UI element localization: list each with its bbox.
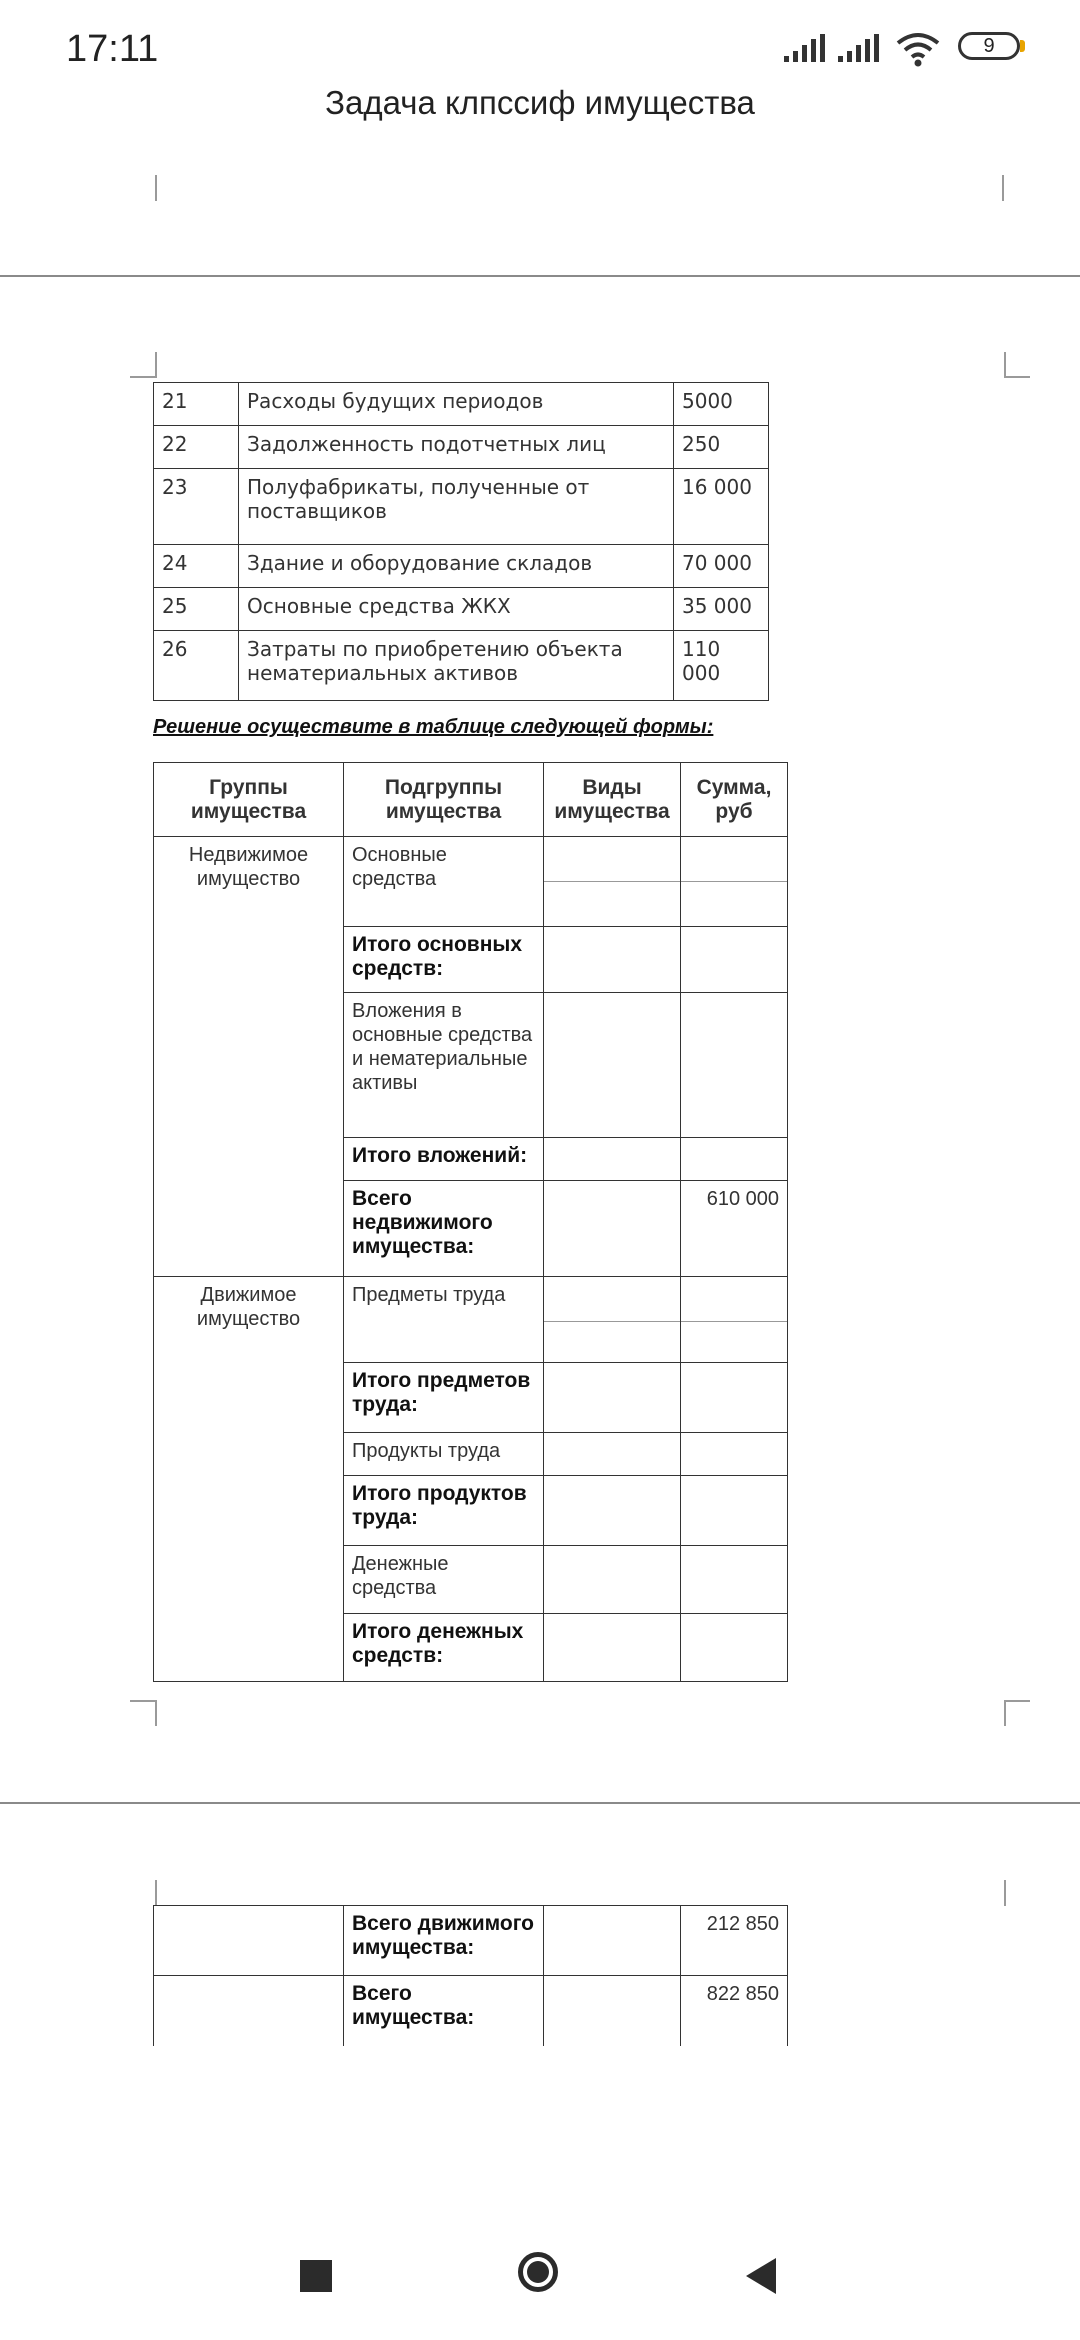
- table-row: [154, 1906, 788, 1976]
- sum-cell: [681, 1614, 788, 1682]
- item-value: 250: [674, 426, 769, 469]
- items-table: [153, 382, 769, 701]
- kind-cell: [544, 1277, 681, 1363]
- table-header-row: [154, 763, 788, 837]
- page-margin-mark: [1004, 1880, 1006, 1906]
- item-value: 16 000: [674, 469, 769, 545]
- kind-cell: [544, 927, 681, 993]
- solution-caption: Решение осуществите в таблице следующей формы:: [153, 716, 714, 738]
- total-movable-sum: 212 850: [681, 1906, 788, 1976]
- total-movable: Всего движимого имущества:: [344, 1906, 544, 1976]
- signal-strength-icon: [836, 34, 880, 64]
- item-value: 110 000: [674, 631, 769, 701]
- sum-cell: [681, 1433, 788, 1476]
- item-name: Задолженность подотчетных лиц: [239, 426, 674, 469]
- sum-cell: [681, 1476, 788, 1546]
- table-row: [154, 383, 769, 426]
- battery-icon: [958, 32, 1020, 60]
- item-value: 35 000: [674, 588, 769, 631]
- sum-cell: [681, 837, 788, 927]
- battery-level: 9: [983, 35, 995, 57]
- total-fixed-assets: Итого основных средств:: [344, 927, 544, 993]
- item-number: 24: [154, 545, 239, 588]
- kind-cell: [544, 1181, 681, 1277]
- item-number: 22: [154, 426, 239, 469]
- classification-table-continued: [153, 1905, 788, 2046]
- item-name: Полуфабрикаты, полученные от поставщиков: [239, 469, 674, 545]
- item-name: Затраты по приобретению объекта нематериальных активов: [239, 631, 674, 701]
- page-margin-mark: [155, 175, 157, 201]
- table-row: [154, 837, 788, 927]
- total-cash: Итого денежных средств:: [344, 1614, 544, 1682]
- kind-cell: [544, 1138, 681, 1181]
- item-name: Расходы будущих периодов: [239, 383, 674, 426]
- page-margin-mark: [1002, 175, 1004, 201]
- subgroup-investments: Вложения в основные средства и нематериальные активы: [344, 993, 544, 1138]
- total-property-sum: 822 850: [681, 1976, 788, 2046]
- page-margin-mark: [155, 1700, 157, 1726]
- item-number: 23: [154, 469, 239, 545]
- classification-table: [153, 762, 788, 1682]
- sum-cell: [681, 1138, 788, 1181]
- item-number: 26: [154, 631, 239, 701]
- page-margin-mark: [155, 1880, 157, 1906]
- kind-cell: [544, 837, 681, 927]
- page-margin-mark: [130, 1700, 156, 1702]
- group-immovable: Недвижимое имущество: [154, 837, 344, 1277]
- column-header: Подгруппы имущества: [344, 763, 544, 837]
- table-row: [154, 588, 769, 631]
- total-property: Всего имущества:: [344, 1976, 544, 2046]
- kind-cell: [544, 1363, 681, 1433]
- sum-cell: [681, 1363, 788, 1433]
- page-separator: [0, 275, 1080, 277]
- item-name: Здание и оборудование складов: [239, 545, 674, 588]
- kind-cell: [544, 1546, 681, 1614]
- column-header: Виды имущества: [544, 763, 681, 837]
- total-immovable: Всего недвижимого имущества:: [344, 1181, 544, 1277]
- sum-cell: [681, 1277, 788, 1363]
- total-immovable-sum: 610 000: [681, 1181, 788, 1277]
- wifi-icon: [895, 30, 941, 68]
- group-movable: Движимое имущество: [154, 1277, 344, 1682]
- page-margin-mark: [1004, 376, 1030, 378]
- subgroup-fixed-assets: Основные средства: [344, 837, 544, 927]
- table-row: [154, 1976, 788, 2046]
- item-value: 5000: [674, 383, 769, 426]
- kind-cell: [544, 1906, 681, 1976]
- column-header: Группы имущества: [154, 763, 344, 837]
- page-separator: [0, 1802, 1080, 1804]
- document-title: Задача клпссиф имущества: [325, 84, 755, 121]
- kind-cell: [544, 1614, 681, 1682]
- page-margin-mark: [1004, 1700, 1030, 1702]
- sum-cell: [681, 1546, 788, 1614]
- signal-strength-icon: [782, 34, 826, 64]
- total-products-of-labor: Итого продуктов труда:: [344, 1476, 544, 1546]
- home-button-dot: [527, 2261, 549, 2283]
- sum-cell: [681, 993, 788, 1138]
- table-row: [154, 545, 769, 588]
- table-row: [154, 426, 769, 469]
- recent-apps-button[interactable]: [300, 2260, 332, 2292]
- page-margin-mark: [1004, 1700, 1006, 1726]
- item-name: Основные средства ЖКХ: [239, 588, 674, 631]
- battery-tip: [1020, 40, 1025, 52]
- kind-cell: [544, 1476, 681, 1546]
- group-cell: [154, 1976, 344, 2046]
- page-margin-mark: [130, 376, 156, 378]
- item-number: 25: [154, 588, 239, 631]
- item-number: 21: [154, 383, 239, 426]
- kind-cell: [544, 1976, 681, 2046]
- kind-cell: [544, 1433, 681, 1476]
- table-row: [154, 631, 769, 701]
- page-margin-mark: [1004, 352, 1006, 378]
- page-margin-mark: [155, 352, 157, 378]
- total-objects-of-labor: Итого предметов труда:: [344, 1363, 544, 1433]
- kind-cell: [544, 993, 681, 1138]
- subgroup-cash: Денежные средства: [344, 1546, 544, 1614]
- subgroup-products-of-labor: Продукты труда: [344, 1433, 544, 1476]
- group-cell: [154, 1906, 344, 1976]
- sum-cell: [681, 927, 788, 993]
- back-button[interactable]: [746, 2258, 776, 2294]
- table-row: [154, 1277, 788, 1363]
- status-time: 17:11: [66, 28, 159, 70]
- table-row: [154, 469, 769, 545]
- column-header: Сумма, руб: [681, 763, 788, 837]
- total-investments: Итого вложений:: [344, 1138, 544, 1181]
- subgroup-objects-of-labor: Предметы труда: [344, 1277, 544, 1363]
- item-value: 70 000: [674, 545, 769, 588]
